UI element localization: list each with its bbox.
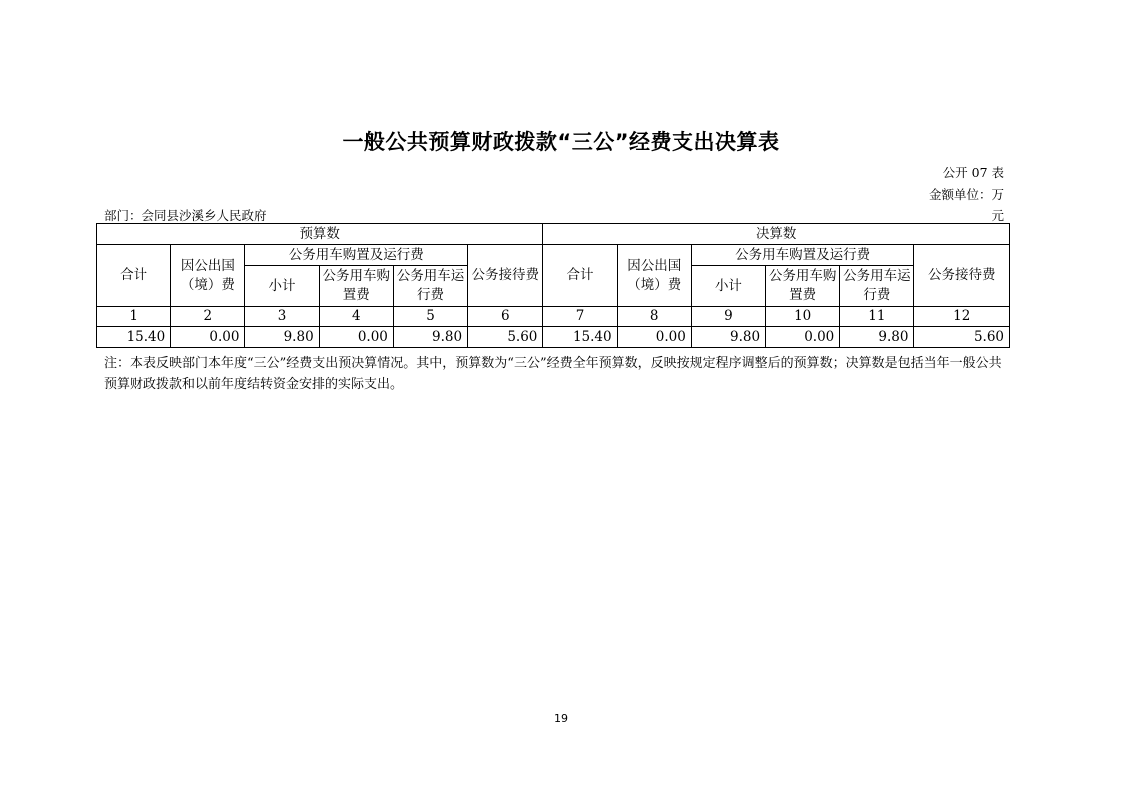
budget-abroad-header: 因公出国（境）费 [171, 245, 245, 307]
value-cell: 9.80 [840, 327, 914, 348]
value-cell: 0.00 [617, 327, 691, 348]
budget-reception-header: 公务接待费 [468, 245, 543, 307]
budget-vehicle-operation-header: 公务用车运行费 [393, 266, 467, 307]
final-group-header: 决算数 [543, 224, 1010, 245]
index-cell: 5 [393, 307, 467, 327]
page-number: 19 [554, 712, 568, 725]
index-cell: 9 [691, 307, 765, 327]
unit-label-continued: 元 [991, 208, 1004, 223]
budget-subtotal-header: 小计 [245, 266, 319, 307]
final-vehicle-purchase-header: 公务用车购置费 [766, 266, 840, 307]
value-cell: 0.00 [171, 327, 245, 348]
budget-group-header: 预算数 [97, 224, 543, 245]
form-number: 公开 07 表 [942, 165, 1004, 180]
budget-total-header: 合计 [97, 245, 171, 307]
final-subtotal-header: 小计 [691, 266, 765, 307]
value-cell: 9.80 [245, 327, 319, 348]
department-label: 部门：会同县沙溪乡人民政府 [104, 208, 267, 223]
index-cell: 6 [468, 307, 543, 327]
three-public-expenses-table [96, 223, 1010, 348]
page-title: 一般公共预算财政拨款“三公”经费支出决算表 [342, 130, 780, 154]
table-note: 注：本表反映部门本年度“三公”经费支出预决算情况。其中，预算数为“三公”经费全年预算数，反映按规定程序调整后的预算数；决算数是包括当年一般公共预算财政拨款和以前年度结转资金安排的实际支出。 [104, 356, 1002, 392]
budget-vehicle-group-header: 公务用车购置及运行费 [245, 245, 468, 266]
value-cell: 0.00 [319, 327, 393, 348]
budget-vehicle-purchase-header: 公务用车购置费 [319, 266, 393, 307]
value-cell: 15.40 [97, 327, 171, 348]
index-cell: 12 [914, 307, 1010, 327]
value-cell: 15.40 [543, 327, 617, 348]
value-cell: 0.00 [766, 327, 840, 348]
index-cell: 3 [245, 307, 319, 327]
final-abroad-header: 因公出国（境）费 [617, 245, 691, 307]
final-total-header: 合计 [543, 245, 617, 307]
final-reception-header: 公务接待费 [914, 245, 1010, 307]
unit-label: 金额单位：万 [928, 187, 1004, 202]
index-cell: 7 [543, 307, 617, 327]
value-cell: 5.60 [914, 327, 1010, 348]
index-cell: 4 [319, 307, 393, 327]
value-row [97, 327, 1010, 348]
index-cell: 11 [840, 307, 914, 327]
final-vehicle-operation-header: 公务用车运行费 [840, 266, 914, 307]
value-cell: 5.60 [468, 327, 543, 348]
index-cell: 10 [766, 307, 840, 327]
index-row [97, 307, 1010, 327]
final-vehicle-group-header: 公务用车购置及运行费 [691, 245, 914, 266]
value-cell: 9.80 [691, 327, 765, 348]
index-cell: 1 [97, 307, 171, 327]
index-cell: 2 [171, 307, 245, 327]
index-cell: 8 [617, 307, 691, 327]
value-cell: 9.80 [393, 327, 467, 348]
